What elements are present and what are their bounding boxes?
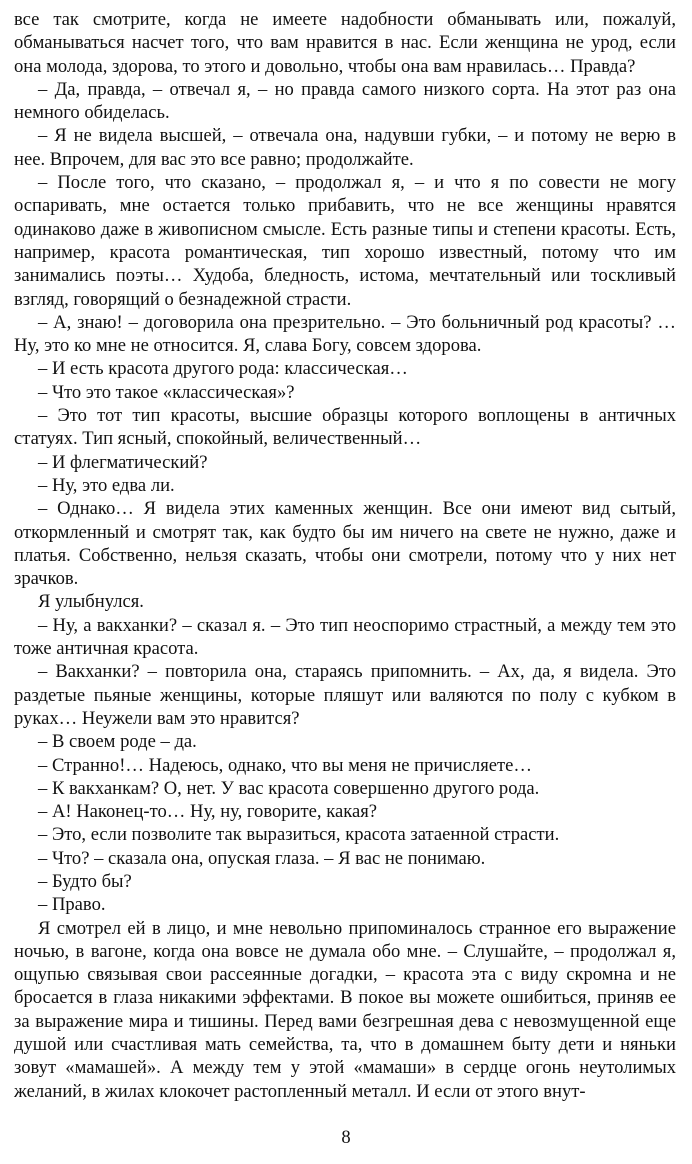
paragraph: – Однако… Я видела этих каменных женщин. Все они имеют вид сытый, откормленный и смотрят так, как будто бы им ничего на свете не нужно, даже и платья. Собственно, нельзя сказать, чтобы они смотрели, потому что у них нет зрачков. (14, 498, 676, 590)
paragraph: все так смотрите, когда не имеете надобности обманывать или, пожалуй, обманываться насчет того, что вам нравится в нас. Если женщина не урод, если она молода, здорова, то этого и довольно, чтобы она вам нравилась… Правда? (14, 9, 676, 77)
paragraph: – А, знаю! – договорила она презрительно. – Это больничный род красоты? … Ну, это ко мне не относится. Я, слава Богу, совсем здорова. (14, 311, 676, 357)
paragraph: – И есть красота другого рода: классическая… (38, 358, 408, 380)
body-text (14, 8, 676, 1103)
paragraph: – Это, если позволите так выразиться, красота затаенной страсти. (38, 824, 560, 846)
paragraph: – После того, что сказано, – продолжал я, – и что я по совести не могу оспаривать, мне остается только прибавить, что не все женщины нравятся одинаково даже в живописном смысле. Есть разные типы и степени красоты. Есть, например, красота романтическая, тип хорошо известный, потому что им занимались поэты… Худоба, бледность, истома, мечтательный или тоскливый взгляд, говорящий о безнадежной страсти. (14, 172, 676, 310)
paragraph: – В своем роде – да. (38, 731, 197, 753)
paragraph: – Ну, а вакханки? – сказал я. – Это тип неоспоримо страстный, а между тем это тоже античная красота. (14, 614, 676, 660)
paragraph: – Я не видела высшей, – отвечала она, надувши губки, – и потому не верю в нее. Впрочем, для вас это все равно; продолжайте. (14, 125, 676, 170)
paragraph: – Что? – сказала она, опуская глаза. – Я вас не понимаю. (38, 847, 486, 869)
paragraph: – Да, правда, – отвечал я, – но правда самого низкого сорта. На этот раз она немного обиделась. (14, 78, 676, 124)
paragraph: – И флегматический? (38, 451, 208, 473)
paragraph: – Вакханки? – повторила она, стараясь припомнить. – Ах, да, я видела. Это раздетые пьяные женщины, которые пляшут или валяются по полу с кубком в руках… Неужели вам это нравится? (14, 661, 676, 729)
paragraph: – Странно!… Надеюсь, однако, что вы меня не причисляете… (38, 754, 532, 776)
paragraph: – А! Наконец-то… Ну, ну, говорите, какая? (38, 801, 378, 823)
paragraph: Я улыбнулся. (38, 591, 144, 613)
page-number: 8 (341, 1127, 351, 1148)
paragraph: Я смотрел ей в лицо, и мне невольно припоминалось странное его выражение ночью, в вагоне, когда она вовсе не думала обо мне. – Слушайте, – продолжал я, ощупью связывая свои рассеянные догадки, – красота эта с виду скромна и не бросается в глаза никакими эффектами. В покое вы можете ошибиться, приняв ее за выражение мира и тишины. Перед вами безгрешная дева с невозмущенной еще душой или счастливая мать семейства, та, что в домашнем быту дети и няньки зовут «мамашей». А между тем у этой «мамаши» в сердце огонь неутолимых желаний, в жилах клокочет растопленный металл. И если от этого внут- (14, 917, 676, 1102)
paragraph: – К вакханкам? О, нет. У вас красота совершенно другого рода. (38, 777, 540, 799)
paragraph: – Что это такое «классическая»? (38, 381, 295, 403)
paragraph: – Ну, это едва ли. (38, 474, 175, 496)
paragraph: – Будто бы? (38, 870, 132, 892)
paragraph: – Право. (38, 894, 106, 916)
paragraph: – Это тот тип красоты, высшие образцы которого воплощены в античных статуях. Тип ясный, спокойный, величественный… (14, 405, 676, 450)
